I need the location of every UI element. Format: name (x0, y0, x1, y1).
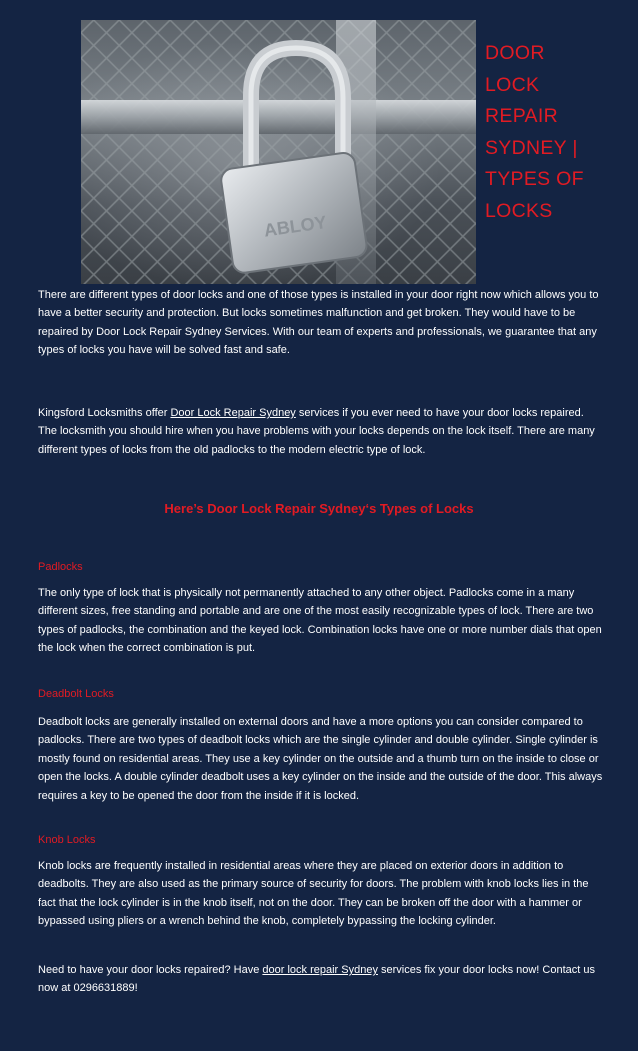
padlock-photo (81, 20, 476, 284)
title-line: SYDNEY | (485, 136, 578, 159)
title-line: LOCKS (485, 199, 553, 222)
kingsford-text-after: services if you ever need to have your door locks repaired. The locksmith you should hire when you have problems with your locks depends on the lock itself. There are many different types of locks from the old padlocks to the modern electric type of lock. (38, 407, 595, 456)
title-line: REPAIR (485, 105, 558, 127)
kingsford-paragraph (38, 404, 604, 459)
knob-locks-heading: Knob Locks (38, 834, 96, 846)
padlocks-heading: Padlocks (38, 561, 83, 573)
deadbolt-paragraph: Deadbolt locks are generally installed on external doors and have a more options you can consider compared to padlocks. There are two types of deadbolt locks which are the single cylinder and double cylinder. Single cylinder is mostly found on residential areas. They use a key cylinder on the outside and a thumb turn on the inside to close or open the locks. A double cylinder deadbolt uses a key cylinder on the inside and the outside of the door. This always requires a key to be opened the door from the inside if it is locked. (38, 716, 603, 802)
closing-paragraph (38, 961, 604, 998)
closing-text-before: Need to have your door locks repaired? Have (38, 964, 263, 976)
door-lock-repair-sydney-link[interactable]: door lock repair Sydney (262, 964, 378, 976)
padlocks-paragraph: The only type of lock that is physically not permanently attached to any other object. Padlocks come in a many different sizes, free standing and portable and are one of the most easily recognizable types of lock. There are two types of padlocks, the combination and the keyed lock. Combination locks have one or more number dials that open the lock when the correct combination is put. (38, 587, 602, 655)
title-line: DOOR (485, 42, 545, 64)
kingsford-text-before: Kingsford Locksmiths offer (38, 407, 171, 419)
page-title (485, 38, 625, 227)
knob-locks-paragraph: Knob locks are frequently installed in residential areas where they are placed on exterior doors in addition to deadbolts. They are also used as the primary source of security for doors. The problem with knob locks lies in the fact that the lock cylinder is in the knob itself, not on the door. They can be broken off the door with a hammer or bypassed using pliers or a wrench behind the knob, completely bypassing the locking cylinder. (38, 860, 589, 928)
types-subheading: Here’s Door Lock Repair Sydney‘s Types of Locks (164, 501, 474, 516)
padlock-illustration (81, 20, 476, 284)
title-line: LOCK (485, 73, 540, 96)
lock-engraving: ABLOY (262, 211, 328, 241)
door-lock-repair-link[interactable]: Door Lock Repair Sydney (170, 407, 296, 419)
title-line: TYPES OF (485, 168, 584, 190)
intro-paragraph: There are different types of door locks and one of those types is installed in your door right now which allows you to have a better security and protection. But locks sometimes malfunction and get broken. They would have to be repaired by Door Lock Repair Sydney Services. With our team of experts and professionals, we guarantee that any types of locks you have will be solved fast and safe. (38, 289, 599, 357)
deadbolt-heading: Deadbolt Locks (38, 688, 114, 700)
closing-text-after: services fix your door locks now! Contact us now at 0296631889! (38, 964, 595, 995)
